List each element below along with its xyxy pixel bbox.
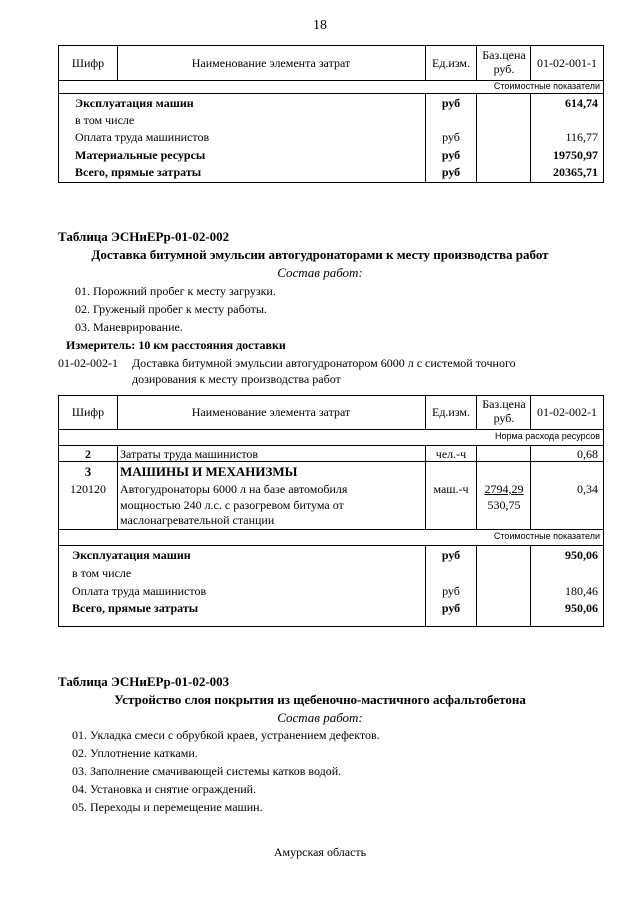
- item-description: Доставка битумной эмульсии автогудронатором 6000 л с системой точного: [132, 356, 516, 370]
- row-value: 19750,97: [553, 148, 598, 162]
- work-item: 05. Переходы и перемещение машин.: [72, 800, 263, 814]
- section-cost-label: Стоимостные показатели: [493, 81, 600, 91]
- row-unit: руб: [442, 584, 460, 598]
- row-name: мощностью 240 л.с. с разогревом битума от: [120, 498, 344, 512]
- row-unit: руб: [441, 601, 461, 615]
- row-name: Оплата труда машинистов: [72, 584, 207, 598]
- work-item: 02. Груженый пробег к месту работы.: [75, 302, 267, 316]
- row-unit: руб: [441, 165, 461, 179]
- row-code: 3: [84, 464, 92, 479]
- table-3-title: Устройство слоя покрытия из щебеночно-мастичного асфальтобетона: [114, 692, 526, 707]
- row-name: маслонагревательной станции: [120, 513, 275, 527]
- row-name: Оплата труда машинистов: [75, 130, 210, 144]
- row-code: 2: [85, 447, 91, 461]
- table-3-works-heading: Состав работ:: [277, 710, 363, 725]
- row-name: Затраты труда машинистов: [120, 447, 259, 461]
- page-number: 18: [313, 18, 327, 33]
- row-unit: руб: [441, 96, 461, 110]
- row-value: 950,06: [565, 601, 598, 615]
- row-unit: руб: [442, 130, 460, 144]
- work-item: 01. Порожний пробег к месту загрузки.: [75, 284, 276, 298]
- col-price-header: Баз.цена руб.: [482, 48, 526, 76]
- row-name: Материальные ресурсы: [75, 148, 206, 162]
- row-value: 614,74: [565, 96, 598, 110]
- row-name: в том числе: [72, 566, 132, 580]
- col-unit-header: Ед.изм.: [431, 56, 471, 70]
- work-item: 03. Заполнение смачивающей системы катков водой.: [72, 764, 342, 778]
- table-2-meter: Измеритель: 10 км расстояния доставки: [66, 338, 286, 352]
- section-norm-label: Норма расхода ресурсов: [495, 431, 600, 441]
- col-name-header: Наименование элемента затрат: [191, 405, 351, 419]
- row-value: 180,46: [565, 584, 598, 598]
- row-name: Всего, прямые затраты: [75, 165, 202, 179]
- item-code: 01-02-002-1: [58, 356, 118, 370]
- work-item: 03. Маневрирование.: [75, 320, 183, 334]
- row-value: 950,06: [565, 548, 598, 562]
- row-name: Эксплуатация машин: [72, 548, 191, 562]
- table-2-caption: Таблица ЭСНиЕРр-01-02-002: [58, 229, 230, 244]
- work-item: 01. Укладка смеси с обрубкой краев, устранением дефектов.: [72, 728, 380, 742]
- row-value: 20365,71: [553, 165, 598, 179]
- table-2-title: Доставка битумной эмульсии автогудронаторами к месту производства работ: [91, 247, 549, 262]
- row-name: Эксплуатация машин: [75, 96, 194, 110]
- section-cost-label: Стоимостные показатели: [493, 531, 600, 541]
- row-code: 120120: [70, 482, 106, 496]
- col-price-header: Баз.цена руб.: [482, 397, 526, 425]
- row-value: 0,34: [577, 482, 598, 496]
- item-description: дозирования к месту производства работ: [132, 372, 341, 386]
- col-code-header: Шифр: [71, 405, 105, 419]
- work-item: 04. Установка и снятие ограждений.: [72, 782, 257, 796]
- row-name: в том числе: [75, 113, 135, 127]
- col-item-code-header: 01-02-001-1: [537, 56, 597, 70]
- row-name: Всего, прямые затраты: [72, 601, 199, 615]
- work-item: 02. Уплотнение катками.: [72, 746, 198, 760]
- table-3-caption: Таблица ЭСНиЕРр-01-02-003: [58, 674, 230, 689]
- col-item-code-header: 01-02-002-1: [537, 405, 597, 419]
- row-name: МАШИНЫ И МЕХАНИЗМЫ: [120, 464, 298, 479]
- row-unit: маш.-ч: [433, 482, 469, 496]
- row-price: 2794,29: [484, 482, 524, 496]
- row-value: 116,77: [565, 130, 598, 144]
- row-value: 0,68: [577, 447, 598, 461]
- row-unit: чел.-ч: [435, 447, 467, 461]
- table-2-works-heading: Состав работ:: [277, 265, 363, 280]
- row-price: 530,75: [487, 498, 521, 512]
- row-unit: руб: [441, 148, 461, 162]
- row-name: Автогудронаторы 6000 л на базе автомобиля: [120, 482, 348, 496]
- col-unit-header: Ед.изм.: [431, 405, 471, 419]
- col-code-header: Шифр: [71, 56, 105, 70]
- row-unit: руб: [441, 548, 461, 562]
- footer-region: Амурская область: [273, 845, 367, 859]
- col-name-header: Наименование элемента затрат: [191, 56, 351, 70]
